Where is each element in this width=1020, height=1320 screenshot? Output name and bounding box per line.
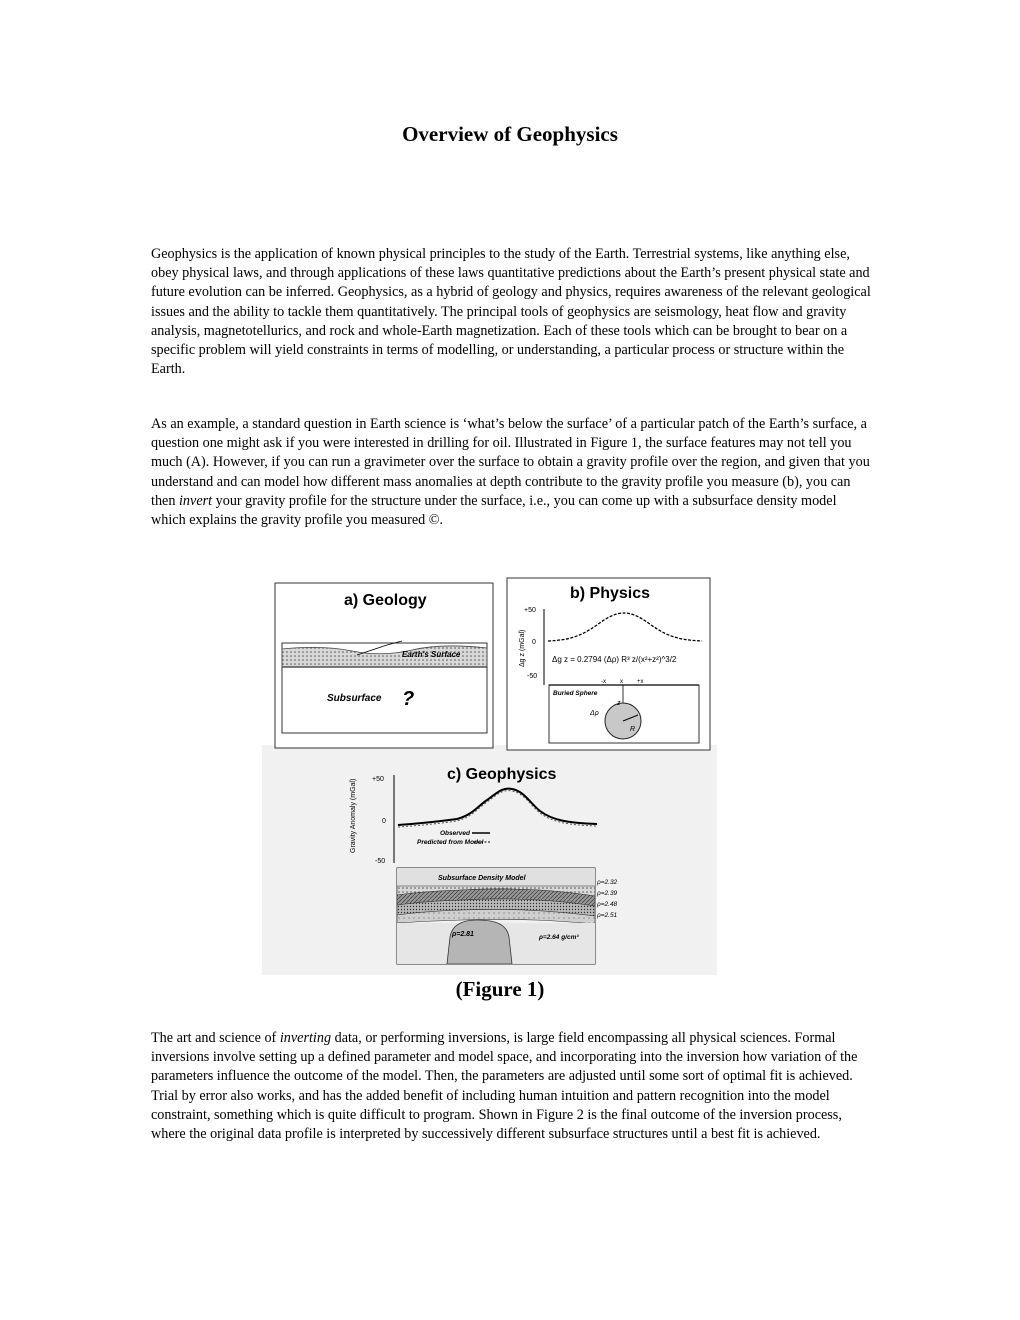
example-paragraph bbox=[151, 415, 871, 530]
density-3: ρ=2.48 bbox=[597, 901, 618, 908]
r-label: R bbox=[630, 726, 636, 733]
earth-surface-label: Earth's Surface bbox=[402, 650, 461, 659]
inverting-term: inverting bbox=[279, 1030, 332, 1046]
panel-a-title: a) Geology bbox=[344, 592, 427, 609]
panel-a-geology bbox=[275, 583, 493, 748]
density-4: ρ=2.51 bbox=[597, 912, 618, 919]
dense-body bbox=[447, 920, 512, 964]
inversion-text-start: The art and science of bbox=[151, 1030, 280, 1046]
background-density-label: ρ=2.64 g/cm³ bbox=[539, 934, 579, 941]
z-label: z bbox=[617, 700, 621, 707]
panel-c-title: c) Geophysics bbox=[447, 766, 557, 783]
density-2: ρ=2.39 bbox=[597, 890, 618, 897]
panel-c-tick-0: 0 bbox=[382, 818, 386, 825]
density-model-title: Subsurface Density Model bbox=[438, 875, 526, 882]
question-mark: ? bbox=[402, 688, 415, 710]
buried-sphere-label: Buried Sphere bbox=[553, 690, 598, 697]
inversion-text-end: data, or performing inversions, is large field encompassing all physical sciences. Formal inversions involve setting up a defined parameter and model space, and incorporating into the inversion how variation of the parameters influence the outcome of the model. Then, the parameters are adjusted until some sort of optimal fit is achieved. Trial by error also works, and has the added benefit of including human intuition and pattern recognition into the model constraint, something which is quite difficult to program. Shown in Figure 2 is the final outcome of the inversion process, where the original data profile is interpreted by successively different subsurface structures until a best fit is achieved. bbox=[151, 1030, 858, 1143]
density-1: ρ=2.32 bbox=[597, 879, 618, 886]
panel-b-tick-plus50: +50 bbox=[524, 607, 536, 614]
legend-predicted: Predicted from Model bbox=[417, 839, 484, 846]
panel-b-title: b) Physics bbox=[570, 585, 651, 602]
inversion-paragraph bbox=[151, 1029, 871, 1144]
page-title: Overview of Geophysics bbox=[402, 122, 618, 146]
subsurface-label: Subsurface bbox=[327, 693, 382, 704]
x-label-mid: x bbox=[620, 679, 623, 685]
invert-term: invert bbox=[178, 492, 213, 509]
panel-b-physics bbox=[507, 578, 710, 750]
panel-c-y-label: Gravity Anomaly (mGal) bbox=[350, 778, 357, 853]
x-label-pos: +x bbox=[637, 679, 644, 685]
legend-observed: Observed bbox=[440, 830, 470, 837]
panel-b-tick-minus50: -50 bbox=[527, 673, 538, 680]
intro-paragraph: Geophysics is the application of known physical principles to the study of the Earth. Terrestrial systems, like anything else, obey physical laws, and through applications of these laws quantitative predictions about the Earth’s present physical state and future evolution can be inferred. Geophysics, as a hybrid of geology and physics, requires awareness of the relevant geological issues and the ability to tackle them quantitatively. The principal tools of geophysics are seismology, heat flow and gravity analysis, magnetotellurics, and rock and whole-Earth magnetization. Each of these tools which can be brought to bear on a specific problem will yield constraints in terms of modelling, or understanding, a particular process or structure within the Earth. bbox=[151, 246, 871, 378]
panel-b-tick-0: 0 bbox=[532, 639, 536, 646]
body-density-label: ρ=2.81 bbox=[452, 931, 474, 938]
x-label-neg: -x bbox=[601, 679, 606, 685]
panel-c-tick-minus50: -50 bbox=[375, 858, 386, 865]
figure-1 bbox=[262, 575, 717, 975]
example-text-end: your gravity profile for the structure under the surface, i.e., you can come up with a subsurface density model which explains the gravity profile you measured ©. bbox=[151, 492, 837, 529]
figure-caption: (Figure 1) bbox=[455, 977, 545, 1001]
gravity-equation: Δg z = 0.2794 (Δρ) R³ z/(x²+z²)^3/2 bbox=[552, 655, 677, 664]
delta-rho-label: Δρ bbox=[590, 710, 599, 717]
example-text-start: As an example, a standard question in Earth science is ‘what’s below the surface’ of a particular patch of the Earth’s surface, a question one might ask if you were interested in drilling for oil. Illustrated in Figure 1, the surface features may not tell you much (A). However, if you can run a gravimeter over the surface to obtain a gravity profile over the region, and given that you understand and can model how different mass anomalies at depth contribute to the gravity profile you measure (b), you can then bbox=[151, 416, 870, 509]
panel-c-tick-plus50: +50 bbox=[372, 776, 384, 783]
panel-b-y-label: Δg z (mGal) bbox=[519, 629, 526, 667]
